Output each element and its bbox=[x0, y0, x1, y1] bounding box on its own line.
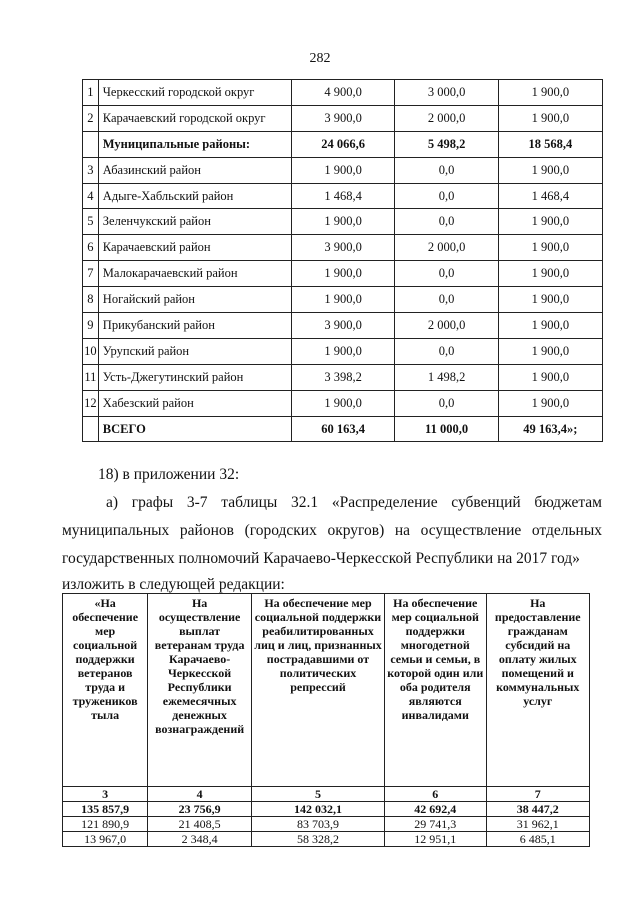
municipality-name: ВСЕГО bbox=[98, 416, 291, 442]
table-row bbox=[83, 416, 603, 442]
amount-col2: 2 000,0 bbox=[395, 235, 498, 261]
total-amount: 1 900,0 bbox=[291, 261, 394, 287]
cell-col3: 135 857,9 bbox=[63, 802, 148, 817]
amount-col3: 18 568,4 bbox=[498, 131, 602, 157]
cell-col7: 38 447,2 bbox=[486, 802, 589, 817]
row-number: 1 bbox=[83, 80, 99, 106]
column-number: 5 bbox=[252, 787, 385, 802]
table2-header-col4: На осуществление выплат ветеранам труда Карачаево-Черкесской Республики ежемесячных денежных вознаграждений bbox=[148, 594, 252, 787]
table2-column-number-row bbox=[63, 787, 590, 802]
municipality-name: Хабезский район bbox=[98, 390, 291, 416]
amount-col2: 3 000,0 bbox=[395, 80, 498, 106]
amount-col3: 1 900,0 bbox=[498, 390, 602, 416]
column-number: 6 bbox=[384, 787, 486, 802]
cell-col6: 12 951,1 bbox=[384, 832, 486, 847]
total-amount: 3 900,0 bbox=[291, 235, 394, 261]
total-amount: 1 468,4 bbox=[291, 183, 394, 209]
row-number: 10 bbox=[83, 338, 99, 364]
row-number bbox=[83, 131, 99, 157]
row-number: 5 bbox=[83, 209, 99, 235]
amount-col3: 1 468,4 bbox=[498, 183, 602, 209]
table2-header-col3: «На обеспечение мер социальной поддержки ветеранов труда и тружеников тыла bbox=[63, 594, 148, 787]
amount-col3: 1 900,0 bbox=[498, 261, 602, 287]
row-number bbox=[83, 416, 99, 442]
table-row bbox=[83, 131, 603, 157]
amount-col2: 5 498,2 bbox=[395, 131, 498, 157]
municipality-name: Карачаевский район bbox=[98, 235, 291, 261]
amount-col2: 0,0 bbox=[395, 287, 498, 313]
table-row bbox=[83, 364, 603, 390]
table-row bbox=[83, 105, 603, 131]
total-amount: 1 900,0 bbox=[291, 209, 394, 235]
total-amount: 60 163,4 bbox=[291, 416, 394, 442]
municipality-name: Усть-Джегутинский район bbox=[98, 364, 291, 390]
paragraph-a-line-1 bbox=[62, 489, 602, 517]
municipality-name: Урупский район bbox=[98, 338, 291, 364]
municipality-name: Прикубанский район bbox=[98, 313, 291, 339]
cell-col5: 142 032,1 bbox=[252, 802, 385, 817]
table-row bbox=[63, 802, 590, 817]
municipality-name: Абазинский район bbox=[98, 157, 291, 183]
item-18-text: 18) в приложении 32: bbox=[98, 466, 240, 483]
amount-col2: 11 000,0 bbox=[395, 416, 498, 442]
paragraph-a-line-3: государственных полномочий Карачаево-Черкесской Республики на 2017 год» bbox=[62, 550, 580, 567]
table2-header-row bbox=[63, 594, 590, 787]
total-amount: 3 900,0 bbox=[291, 313, 394, 339]
row-number: 7 bbox=[83, 261, 99, 287]
table-row bbox=[83, 80, 603, 106]
cell-col7: 31 962,1 bbox=[486, 817, 589, 832]
amount-col3: 1 900,0 bbox=[498, 364, 602, 390]
municipality-name: Ногайский район bbox=[98, 287, 291, 313]
table-row bbox=[63, 832, 590, 847]
table-row bbox=[83, 209, 603, 235]
column-number: 7 bbox=[486, 787, 589, 802]
row-number: 9 bbox=[83, 313, 99, 339]
total-amount: 1 900,0 bbox=[291, 390, 394, 416]
paragraph-a-line-2: муниципальных районов (городских округов) на осуществление отдельных bbox=[62, 522, 602, 539]
row-number: 4 bbox=[83, 183, 99, 209]
table-row bbox=[83, 390, 603, 416]
amount-col2: 1 498,2 bbox=[395, 364, 498, 390]
table-row bbox=[63, 817, 590, 832]
cell-col4: 23 756,9 bbox=[148, 802, 252, 817]
paragraph-a-line-4: изложить в следующей редакции: bbox=[62, 576, 285, 593]
total-amount: 1 900,0 bbox=[291, 287, 394, 313]
amount-col2: 0,0 bbox=[395, 209, 498, 235]
amount-col2: 0,0 bbox=[395, 338, 498, 364]
table-row bbox=[83, 261, 603, 287]
table-row bbox=[83, 183, 603, 209]
row-number: 11 bbox=[83, 364, 99, 390]
cell-col3: 121 890,9 bbox=[63, 817, 148, 832]
amount-col3: 1 900,0 bbox=[498, 287, 602, 313]
column-number: 4 bbox=[148, 787, 252, 802]
page-number: 282 bbox=[309, 51, 331, 66]
amount-col3: 1 900,0 bbox=[498, 80, 602, 106]
table-row bbox=[83, 313, 603, 339]
row-number: 2 bbox=[83, 105, 99, 131]
amount-col2: 0,0 bbox=[395, 183, 498, 209]
table2-header-col7: На предоставление гражданам субсидий на оплату жилых помещений и коммунальных услуг bbox=[486, 594, 589, 787]
amount-col2: 2 000,0 bbox=[395, 105, 498, 131]
cell-col4: 2 348,4 bbox=[148, 832, 252, 847]
municipality-name: Карачаевский городской округ bbox=[98, 105, 291, 131]
column-number: 3 bbox=[63, 787, 148, 802]
amount-col3: 1 900,0 bbox=[498, 157, 602, 183]
cell-col4: 21 408,5 bbox=[148, 817, 252, 832]
municipality-name: Муниципальные районы: bbox=[98, 131, 291, 157]
amount-col2: 0,0 bbox=[395, 261, 498, 287]
cell-col5: 83 703,9 bbox=[252, 817, 385, 832]
amount-col3: 49 163,4»; bbox=[498, 416, 602, 442]
row-number: 8 bbox=[83, 287, 99, 313]
municipality-name: Зеленчукский район bbox=[98, 209, 291, 235]
municipality-name: Малокарачаевский район bbox=[98, 261, 291, 287]
table-row bbox=[83, 157, 603, 183]
paragraph-a-line-1-text: а) графы 3-7 таблицы 32.1 «Распределение субвенций бюджетам bbox=[106, 494, 602, 511]
cell-col3: 13 967,0 bbox=[63, 832, 148, 847]
table-row bbox=[83, 287, 603, 313]
amount-col2: 2 000,0 bbox=[395, 313, 498, 339]
subsidy-distribution-table bbox=[82, 79, 603, 442]
table2-header-col6: На обеспечение мер социальной поддержки многодетной семьи и семьи, в которой один или оба родителя являются инвалидами bbox=[384, 594, 486, 787]
row-number: 6 bbox=[83, 235, 99, 261]
cell-col7: 6 485,1 bbox=[486, 832, 589, 847]
total-amount: 3 900,0 bbox=[291, 105, 394, 131]
cell-col6: 42 692,4 bbox=[384, 802, 486, 817]
row-number: 12 bbox=[83, 390, 99, 416]
amount-col2: 0,0 bbox=[395, 390, 498, 416]
total-amount: 3 398,2 bbox=[291, 364, 394, 390]
amount-col3: 1 900,0 bbox=[498, 105, 602, 131]
amount-col2: 0,0 bbox=[395, 157, 498, 183]
total-amount: 4 900,0 bbox=[291, 80, 394, 106]
cell-col6: 29 741,3 bbox=[384, 817, 486, 832]
total-amount: 1 900,0 bbox=[291, 157, 394, 183]
total-amount: 24 066,6 bbox=[291, 131, 394, 157]
table-row bbox=[83, 235, 603, 261]
cell-col5: 58 328,2 bbox=[252, 832, 385, 847]
amount-col3: 1 900,0 bbox=[498, 313, 602, 339]
total-amount: 1 900,0 bbox=[291, 338, 394, 364]
table-32-1-columns-3-7 bbox=[62, 593, 590, 847]
table2-header-col5: На обеспечение мер социальной поддержки реабилитированных лиц и лиц, признанных пострадавшими от политических репрессий bbox=[252, 594, 385, 787]
amount-col3: 1 900,0 bbox=[498, 235, 602, 261]
municipality-name: Адыге-Хабльский район bbox=[98, 183, 291, 209]
municipality-name: Черкесский городской округ bbox=[98, 80, 291, 106]
table-row bbox=[83, 338, 603, 364]
row-number: 3 bbox=[83, 157, 99, 183]
amount-col3: 1 900,0 bbox=[498, 209, 602, 235]
amount-col3: 1 900,0 bbox=[498, 338, 602, 364]
